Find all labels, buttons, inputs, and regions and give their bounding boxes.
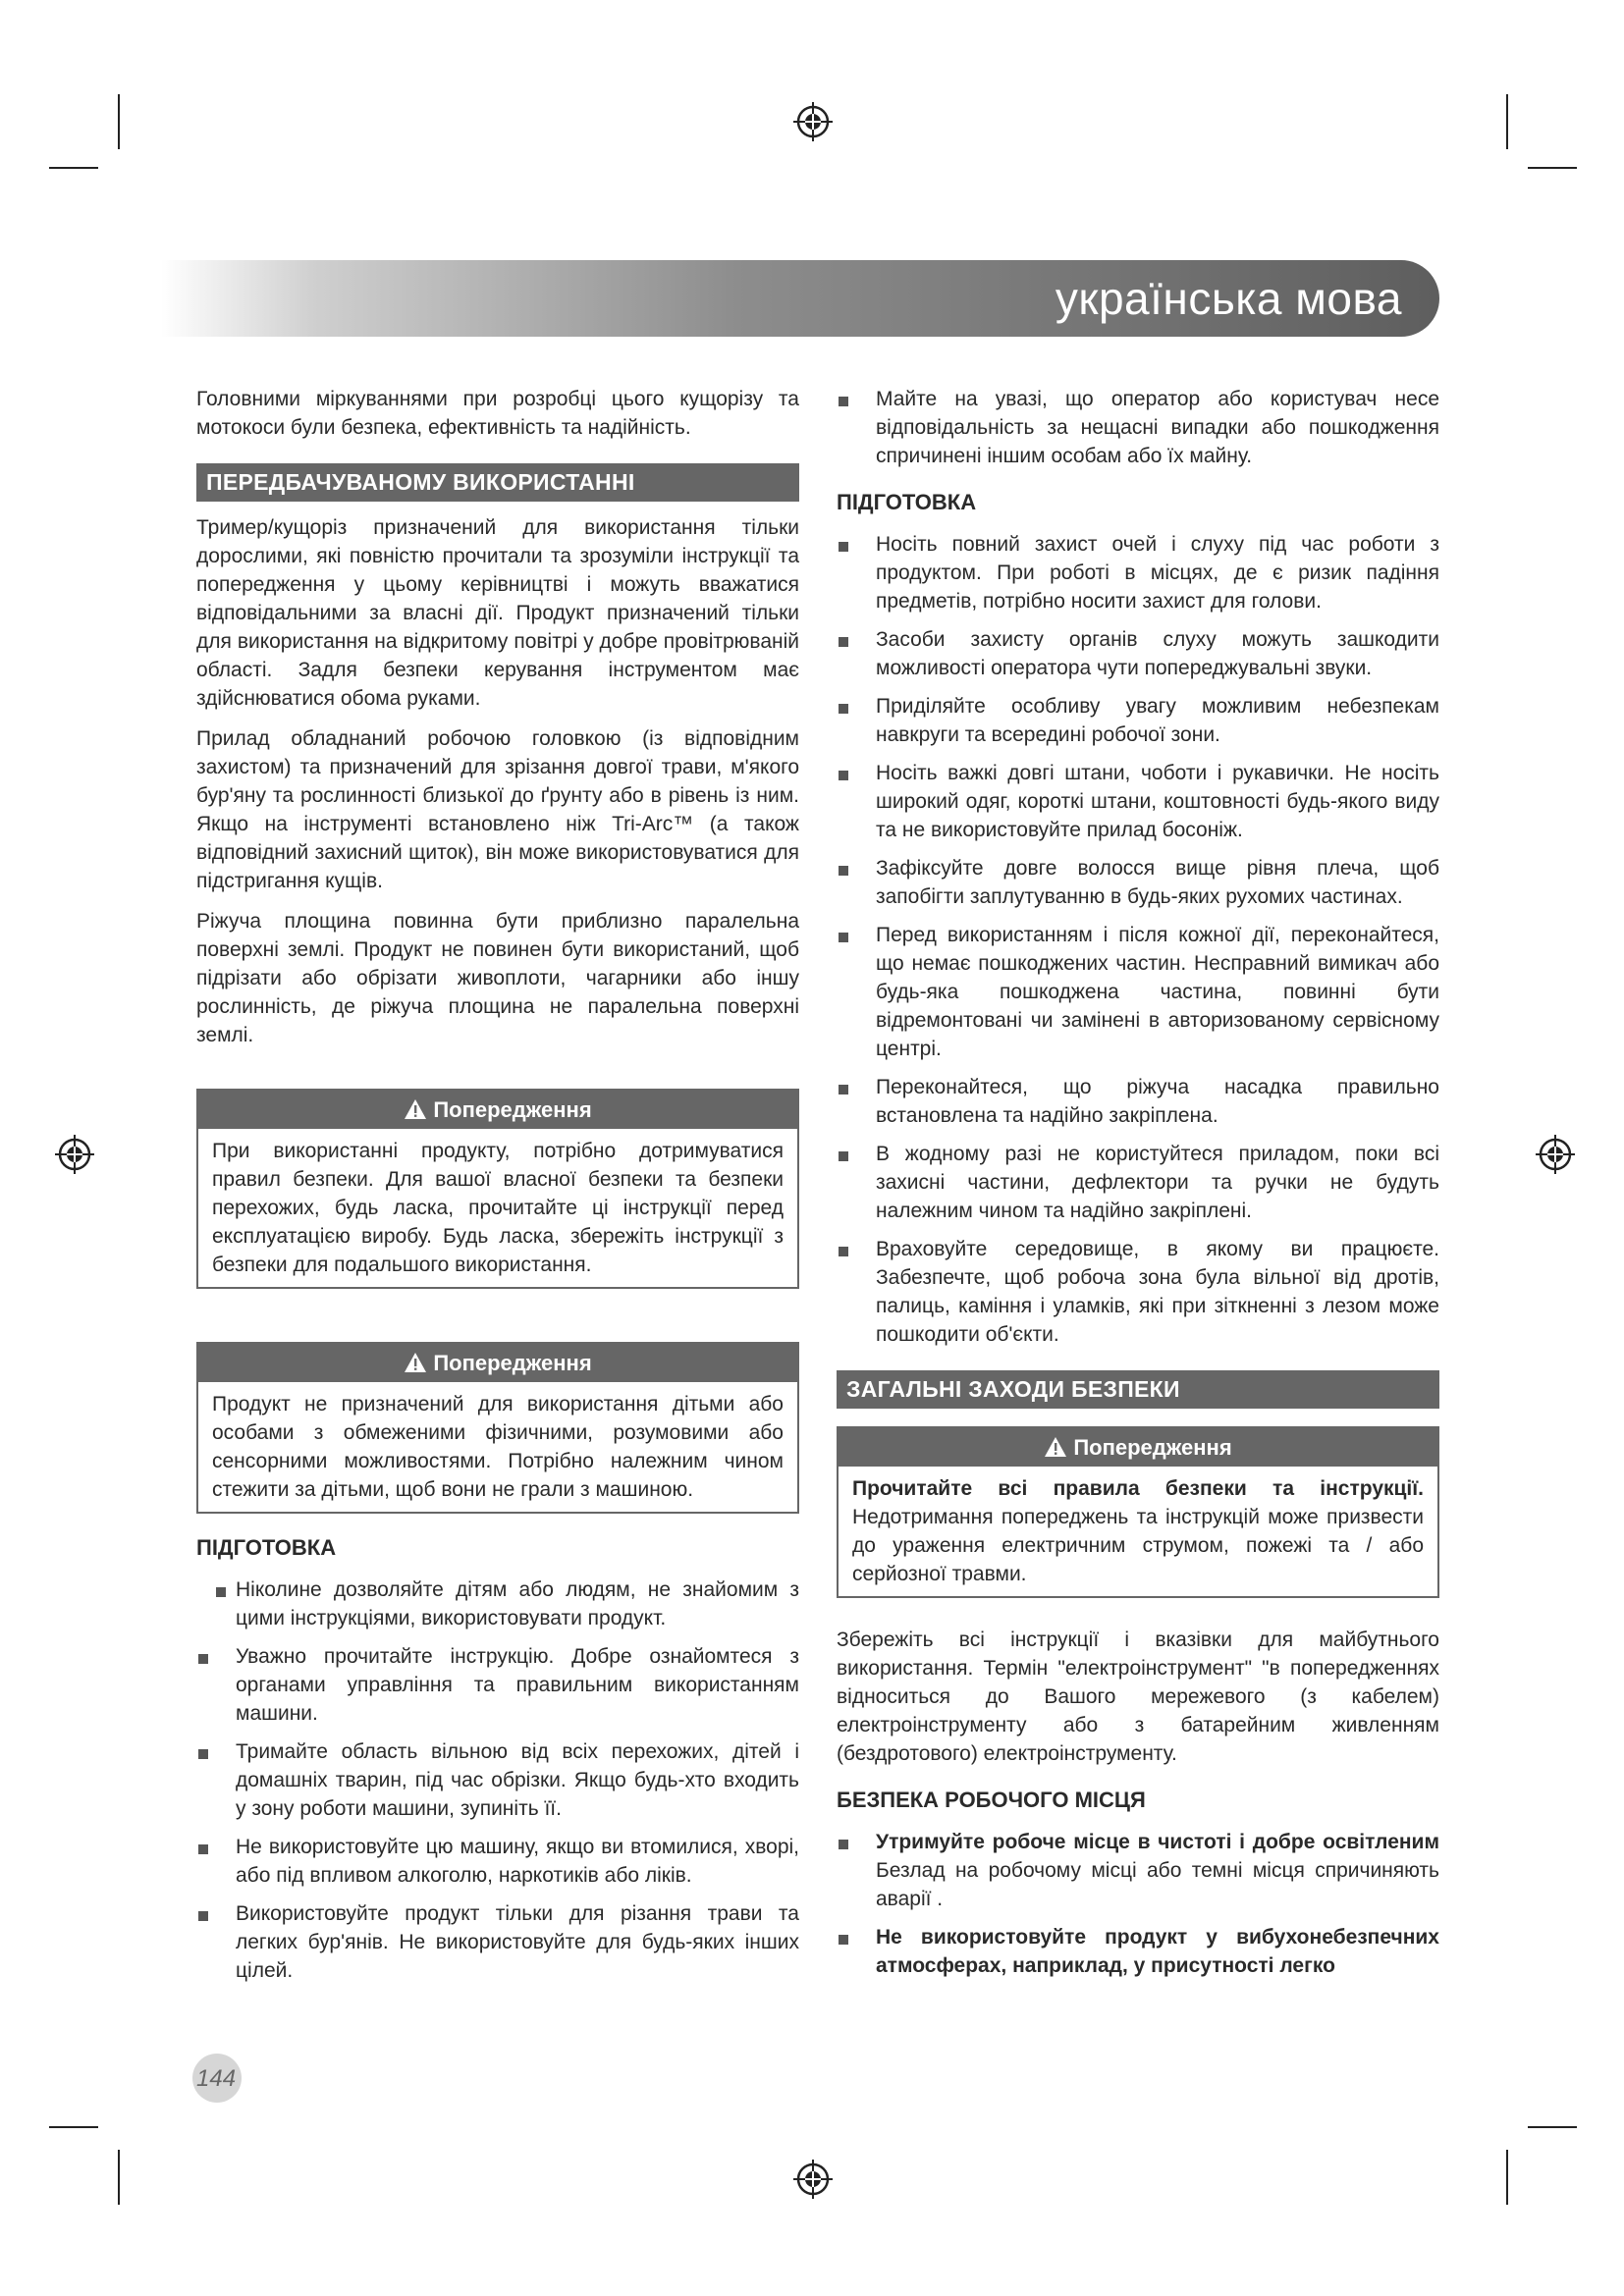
warning-triangle-icon <box>404 1098 427 1120</box>
warning-header <box>839 1428 1437 1467</box>
list-item <box>837 1923 1439 1980</box>
page-number-badge <box>192 2054 242 2103</box>
list-item: Уважно прочитайте інструкцію. Добре ознайомтеся з органами управління та правильним використанням машини. <box>196 1642 799 1728</box>
crop-mark <box>118 2150 120 2205</box>
registration-mark-icon <box>791 100 835 143</box>
intro-paragraph: Головними міркуваннями при розробці цього кущорізу та мотокоси були безпека, ефективність та надійність. <box>196 388 799 439</box>
list-item: Перед використанням і після кожної дії, переконайтеся, що немає пошкоджених частин. Несправний вимикач або будь-яка пошкоджена частина, повинні бути відремонтовані чи замінені в авторизованому сервісному центрі. <box>837 921 1439 1063</box>
warning-triangle-icon <box>1044 1436 1067 1458</box>
warning-triangle-icon <box>404 1352 427 1373</box>
warning-bold-text: Прочитайте всі правила безпеки та інструкції. <box>852 1477 1424 1500</box>
registration-mark-icon <box>791 2158 835 2201</box>
warning-title: Попередження <box>1073 1435 1232 1460</box>
warning-text: Продукт не призначений для використання дітьми або особами з обмеженими фізичними, розумовими або сенсорними можливостями. Потрібно належним чином стежити за дітьми, щоб вони не грали з машиною. <box>212 1393 784 1501</box>
language-banner-text: українська мова <box>1055 273 1402 324</box>
crop-mark <box>1506 94 1508 149</box>
list-item: Не використовуйте цю машину, якщо ви втомилися, хворі, або під впливом алкоголю, наркотиків або ліків. <box>196 1833 799 1890</box>
list-item: Тримайте область вільною від всіх перехожих, дітей і домашніх тварин, під час обрізки. Якщо будь-хто входить у зону роботи машини, зупиніть її. <box>196 1737 799 1823</box>
section-heading-general-safety: ЗАГАЛЬНІ ЗАХОДИ БЕЗПЕКИ <box>837 1370 1439 1409</box>
crop-mark <box>49 2126 98 2128</box>
list-item: Зафіксуйте довге волосся вище рівня плеча, щоб запобігти заплутуванню в будь-яких рухомих частинах. <box>837 854 1439 911</box>
list-item: Носіть важкі довгі штани, чоботи і рукавички. Не носіть широкий одяг, короткі штани, коштовності будь-якого виду та не використовуйте прилад босоніж. <box>837 759 1439 844</box>
right-column <box>837 385 1439 1990</box>
list-item-bold: Утримуйте робоче місце в чистоті і добре освітленим <box>876 1831 1439 1853</box>
preparation-list <box>837 530 1439 1349</box>
list-item: Враховуйте середовище, в якому ви працюєте. Забезпечте, щоб робоча зона була вільної від дротів, палиць, каміння і уламків, які при зіткненні з лезом може пошкодити об'єкти. <box>837 1235 1439 1349</box>
left-column <box>196 385 799 1995</box>
preparation-list <box>196 1575 799 1985</box>
registration-mark-icon <box>1534 1133 1577 1176</box>
list-item-text: Безлад на робочому місці або темні місця спричиняють аварії . <box>876 1859 1439 1910</box>
crop-mark <box>49 167 98 169</box>
list-item: В жодному разі не користуйтеся приладом, поки всі захисні частини, дефлектори та ручки не будуть належним чином та надійно закріплені. <box>837 1140 1439 1225</box>
warning-text: При використанні продукту, потрібно дотримуватися правил безпеки. Для вашої власної безпеки та безпеки перехожих, будь ласка, прочитайте ці інструкції перед експлуатацією виробу. Будь ласка, збережіть інструкції з безпеки для подальшого використання. <box>212 1140 784 1276</box>
paragraph: Прилад обладнаний робочою головкою (із відповідним захистом) та призначений для зрізання довгої трави, м'якого бур'яну та рослинності близької до ґрунту або в рівень із ним. Якщо на інструменті встановлено ніж Tri-Arc™ (а також відповідний захисний щиток), він може використовуватися для підстригання кущів. <box>196 727 799 892</box>
warning-title: Попередження <box>433 1097 592 1122</box>
paragraph: Тример/кущоріз призначений для використання тільки дорослими, які повністю прочитали та зрозуміли інструкції та попередження у цьому керівництві і можуть вважатися відповідальними за власні дії. Продукт призначений тільки для використання на відкритому повітрі у добре провітрюваній області. Задля безпеки керування інструментом має здійснюватися обома руками. <box>196 516 799 710</box>
subheading-workplace-safety: БЕЗПЕКА РОБОЧОГО МІСЦЯ <box>837 1788 1146 1812</box>
save-instructions-paragraph: Збережіть всі інструкції і вказівки для майбутнього використання. Термін "електроінструмент" "в попередженнях відноситься до Вашого мережевого (з кабелем) електроінструменту або з батарейним живленням (бездротового) електроінструменту. <box>837 1629 1439 1765</box>
list-item: Приділяйте особливу увагу можливим небезпекам навкруги та всередині робочої зони. <box>837 692 1439 749</box>
warning-text <box>852 1474 1424 1588</box>
warning-box <box>837 1426 1439 1598</box>
warning-header <box>198 1344 797 1382</box>
workplace-list <box>837 1828 1439 1980</box>
warning-header <box>198 1091 797 1129</box>
subheading-preparation: ПІДГОТОВКА <box>837 490 977 514</box>
list-item: Використовуйте продукт тільки для різання трави та легких бур'янів. Не використовуйте для будь-яких інших цілей. <box>196 1899 799 1985</box>
registration-mark-icon <box>53 1133 96 1176</box>
list-item <box>837 1828 1439 1913</box>
warning-box <box>196 1089 799 1289</box>
crop-mark <box>1528 167 1577 169</box>
crop-mark <box>118 94 120 149</box>
crop-mark <box>1506 2150 1508 2205</box>
warning-regular-text: Недотримання попереджень та інструкцій може призвести до ураження електричним струмом, пожежі та / або серйозної травми. <box>852 1506 1424 1585</box>
paragraph: Ріжуча площина повинна бути приблизно паралельна поверхні землі. Продукт не повинен бути використаний, щоб підрізати або обрізати живоплоти, чагарники або іншу рослинність, де ріжуча площина не паралельна поверхні землі. <box>196 910 799 1046</box>
subheading-preparation: ПІДГОТОВКА <box>196 1535 337 1560</box>
list-item: Носіть повний захист очей і слуху під час роботи з продуктом. При роботі в місцях, де є ризик падіння предметів, потрібно носити захист для голови. <box>837 530 1439 615</box>
page-number: 144 <box>196 2065 237 2092</box>
section-heading-intended-use: ПЕРЕДБАЧУВАНОМУ ВИКОРИСТАННІ <box>196 463 799 502</box>
warning-title: Попередження <box>433 1351 592 1375</box>
list-item: Ніколине дозволяйте дітям або людям, не знайомим з цими інструкціями, використовувати продукт. <box>196 1575 799 1632</box>
list-item: Майте на увазі, що оператор або користувач несе відповідальність за нещасні випадки або пошкодження спричинені іншим особам або їх майну. <box>837 385 1439 470</box>
list-item: Засоби захисту органів слуху можуть зашкодити можливості оператора чути попереджувальні звуки. <box>837 625 1439 682</box>
warning-box <box>196 1342 799 1514</box>
language-banner <box>161 260 1439 337</box>
responsibility-list <box>837 385 1439 470</box>
list-item: Переконайтеся, що ріжуча насадка правильно встановлена та надійно закріплена. <box>837 1073 1439 1130</box>
crop-mark <box>1528 2126 1577 2128</box>
list-item-bold: Не використовуйте продукт у вибухонебезпечних атмосферах, наприклад, у присутності легко <box>876 1926 1439 1977</box>
